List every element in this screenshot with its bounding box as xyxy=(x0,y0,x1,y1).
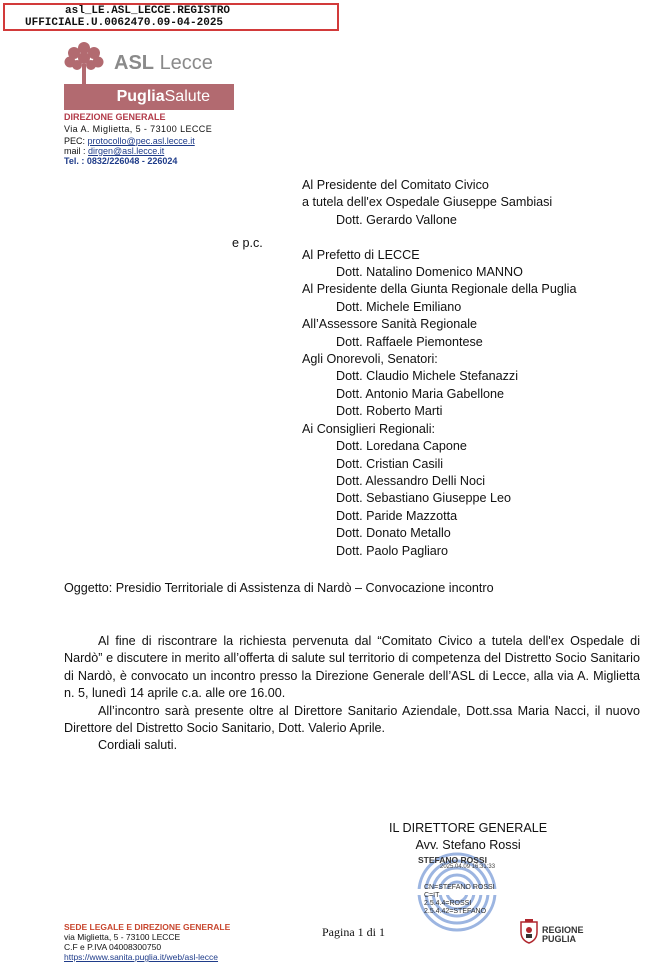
recipient-line: Dott. Donato Metallo xyxy=(336,526,451,541)
signer-title: IL DIRETTORE GENERALE xyxy=(389,821,548,835)
signature-line: 2.5.4.4=ROSSI xyxy=(424,900,472,907)
mail-link[interactable]: dirgen@asl.lecce.it xyxy=(88,146,165,156)
protocol-line-2: UFFICIALE.U.0062470.09-04-2025 xyxy=(25,17,224,29)
signature-line: CN=STEFANO ROSSI xyxy=(424,884,495,891)
protocol-stamp xyxy=(3,3,339,31)
recipient-line: Agli Onorevoli, Senatori: xyxy=(302,352,438,367)
recipient-line: Dott. Alessandro Delli Noci xyxy=(336,473,486,488)
recipient-line: Dott. Natalino Domenico MANNO xyxy=(336,265,523,280)
footer-address: via Miglietta, 5 - 73100 LECCE xyxy=(64,932,181,942)
footer-cf: C.F e P.IVA 04008300750 xyxy=(64,942,162,952)
footer-website-link[interactable]: https://www.sanita.puglia.it/web/asl-lecce xyxy=(64,952,219,962)
pec-label: PEC: xyxy=(64,136,86,146)
letter-body xyxy=(64,633,640,755)
signer-name: Avv. Stefano Rossi xyxy=(415,838,521,853)
body-paragraph-2: All’incontro sarà presente oltre al Direttore Sanitario Aziendale, Dott.ssa Maria Nacci, il nuovo Direttore del Distretto Socio Sanitario, Dott. Valerio Aprile. xyxy=(64,703,640,736)
recipient-line: Al Presidente del Comitato Civico xyxy=(302,178,489,192)
recipient-line: All’Assessore Sanità Regionale xyxy=(302,317,478,332)
puglia-salute-bar xyxy=(64,84,234,110)
body-paragraph-1: Al fine di riscontrare la richiesta pervenuta dal “Comitato Civico a tutela dell'ex Ospedale di Nardò” e discutere in merito all’offerta di salute sul territorio di competenza del Distretto Socio Sanitario di Nardò, è convocato un incontro presso la Direzione Generale dell’ASL di Lecce, alla via A. Miglietta n. 5, lunedì 14 aprile c.a. alle ore 16.00. xyxy=(64,634,640,701)
recipient-line: Dott. Raffaele Piemontese xyxy=(336,334,483,349)
regione-puglia-label xyxy=(542,926,584,944)
recipient-line: Dott. Loredana Capone xyxy=(336,439,467,454)
recipient-line: Dott. Cristian Casili xyxy=(336,456,444,471)
signature-name: STEFANO ROSSI xyxy=(418,855,487,865)
subject-line: Oggetto: Presidio Territoriale di Assistenza di Nardò – Convocazione incontro xyxy=(64,581,494,595)
body-paragraph-3: Cordiali saluti. xyxy=(98,738,178,753)
signature-line: 2.5.4.42=STEFANO xyxy=(424,908,487,915)
regione-puglia-crest-icon xyxy=(519,918,539,944)
recipient-line: Al Prefetto di LECCE xyxy=(302,247,420,262)
footer-info xyxy=(64,922,230,962)
footer-title: SEDE LEGALE E DIREZIONE GENERALE xyxy=(64,922,231,932)
recipient-line: Dott. Gerardo Vallone xyxy=(336,212,457,227)
region-word-2: PUGLIA xyxy=(542,934,577,944)
recipient-line: Al Presidente della Giunta Regionale della Puglia xyxy=(302,282,577,297)
recipient-line xyxy=(302,229,576,246)
signature-details xyxy=(424,884,495,916)
recipient-line: Dott. Antonio Maria Gabellone xyxy=(336,386,505,401)
signer-block xyxy=(389,820,547,855)
bar-name: Salute xyxy=(164,88,210,105)
asl-tree-logo-icon xyxy=(64,40,104,84)
recipient-line: Dott. Claudio Michele Stefanazzi xyxy=(336,369,519,384)
recipient-line: Dott. Michele Emiliano xyxy=(336,299,462,314)
office-address: Via A. Miglietta, 5 - 73100 LECCE xyxy=(64,124,213,134)
recipient-line: a tutela dell'ex Ospedale Giuseppe Sambiasi xyxy=(302,195,553,210)
mail-label: mail : xyxy=(64,146,86,156)
recipient-line: Dott. Roberto Marti xyxy=(336,404,443,419)
recipient-line: Dott. Paolo Pagliaro xyxy=(336,543,449,558)
brand-wordmark xyxy=(114,52,213,75)
bar-prefix: Puglia xyxy=(116,88,165,105)
signature-line: C=IT xyxy=(424,892,440,899)
recipient-line: Ai Consiglieri Regionali: xyxy=(302,421,435,436)
telephone: Tel. : 0832/226048 - 226024 xyxy=(64,156,178,166)
brand-name: Lecce xyxy=(159,52,213,74)
recipients-list xyxy=(302,177,576,560)
page-number: Pagina 1 di 1 xyxy=(322,925,385,939)
recipient-line: Dott. Sebastiano Giuseppe Leo xyxy=(336,491,512,506)
protocol-line-1: asl_LE.ASL_LECCE.REGISTRO xyxy=(65,5,231,17)
region-word-1: REGIONE xyxy=(542,925,584,935)
cc-label: e p.c. xyxy=(232,236,263,250)
recipient-line: Dott. Paride Mazzotta xyxy=(336,508,458,523)
brand-prefix: ASL xyxy=(114,52,154,74)
pec-link[interactable]: protocollo@pec.asl.lecce.it xyxy=(87,136,195,146)
signature-date: 2025.04.09 16:31:33 xyxy=(440,864,496,870)
office-name: DIREZIONE GENERALE xyxy=(64,112,166,122)
